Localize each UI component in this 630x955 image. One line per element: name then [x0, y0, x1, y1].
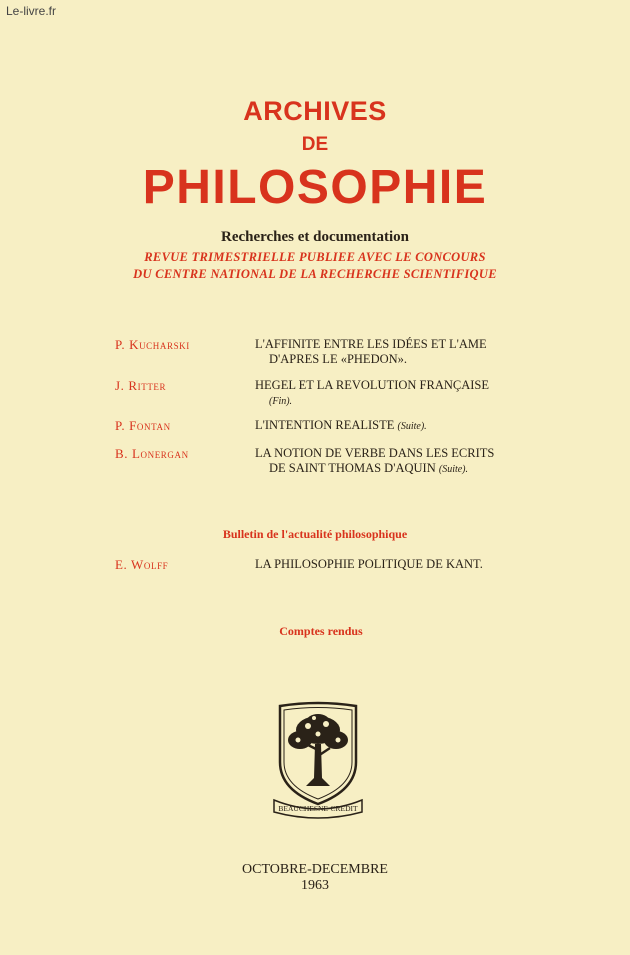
article-author: P. Kucharski — [115, 337, 190, 352]
revue-line-1: REVUE TRIMESTRIELLE PUBLIEE AVEC LE CONCOURS — [144, 250, 486, 264]
revue-statement — [0, 249, 630, 283]
issue-date — [0, 862, 630, 894]
oak-tree-shield-icon — [268, 700, 368, 820]
article-title-line: L'INTENTION REALISTE — [255, 418, 395, 432]
title-philosophie: PHILOSOPHIE — [142, 161, 488, 214]
article-author: B. Lonergan — [115, 446, 189, 461]
title-de: DE — [301, 134, 329, 155]
article-note: (Suite). — [397, 421, 427, 432]
article-note: (Fin). — [269, 396, 293, 407]
article-author: P. Fontan — [115, 418, 171, 433]
issue-year: 1963 — [301, 878, 329, 893]
article-title — [255, 418, 525, 434]
title-archives: ARCHIVES — [243, 96, 387, 126]
article-title-line: D'APRES LE «PHEDON». — [269, 352, 408, 366]
article-title-line: L'AFFINITE ENTRE LES IDÉES ET L'AME — [255, 337, 487, 351]
article-author: J. Ritter — [115, 378, 167, 393]
bulletin-title: LA PHILOSOPHIE POLITIQUE DE KANT. — [255, 557, 483, 571]
article-title-line: DE SAINT THOMAS D'AQUIN — [269, 461, 436, 475]
subtitle: Recherches et documentation — [220, 229, 410, 245]
article-title — [255, 337, 525, 367]
watermark: Le-livre.fr — [6, 4, 57, 18]
comptes-rendus: Comptes rendus — [279, 624, 363, 638]
emblem-banner: BEAUCHESNE·CREDIT — [278, 804, 358, 813]
revue-line-2: DU CENTRE NATIONAL DE LA RECHERCHE SCIENTIFIQUE — [133, 267, 497, 281]
article-title-line: HEGEL ET LA REVOLUTION FRANÇAISE — [255, 378, 490, 392]
article-title-line: LA NOTION DE VERBE DANS LES ECRITS — [255, 446, 495, 460]
article-title — [255, 446, 525, 477]
bulletin-author: E. Wolff — [115, 557, 169, 572]
article-title — [255, 378, 525, 409]
article-note: (Suite). — [438, 464, 469, 475]
bulletin-heading: Bulletin de l'actualité philosophique — [222, 527, 408, 541]
issue-period: OCTOBRE-DECEMBRE — [242, 862, 388, 877]
